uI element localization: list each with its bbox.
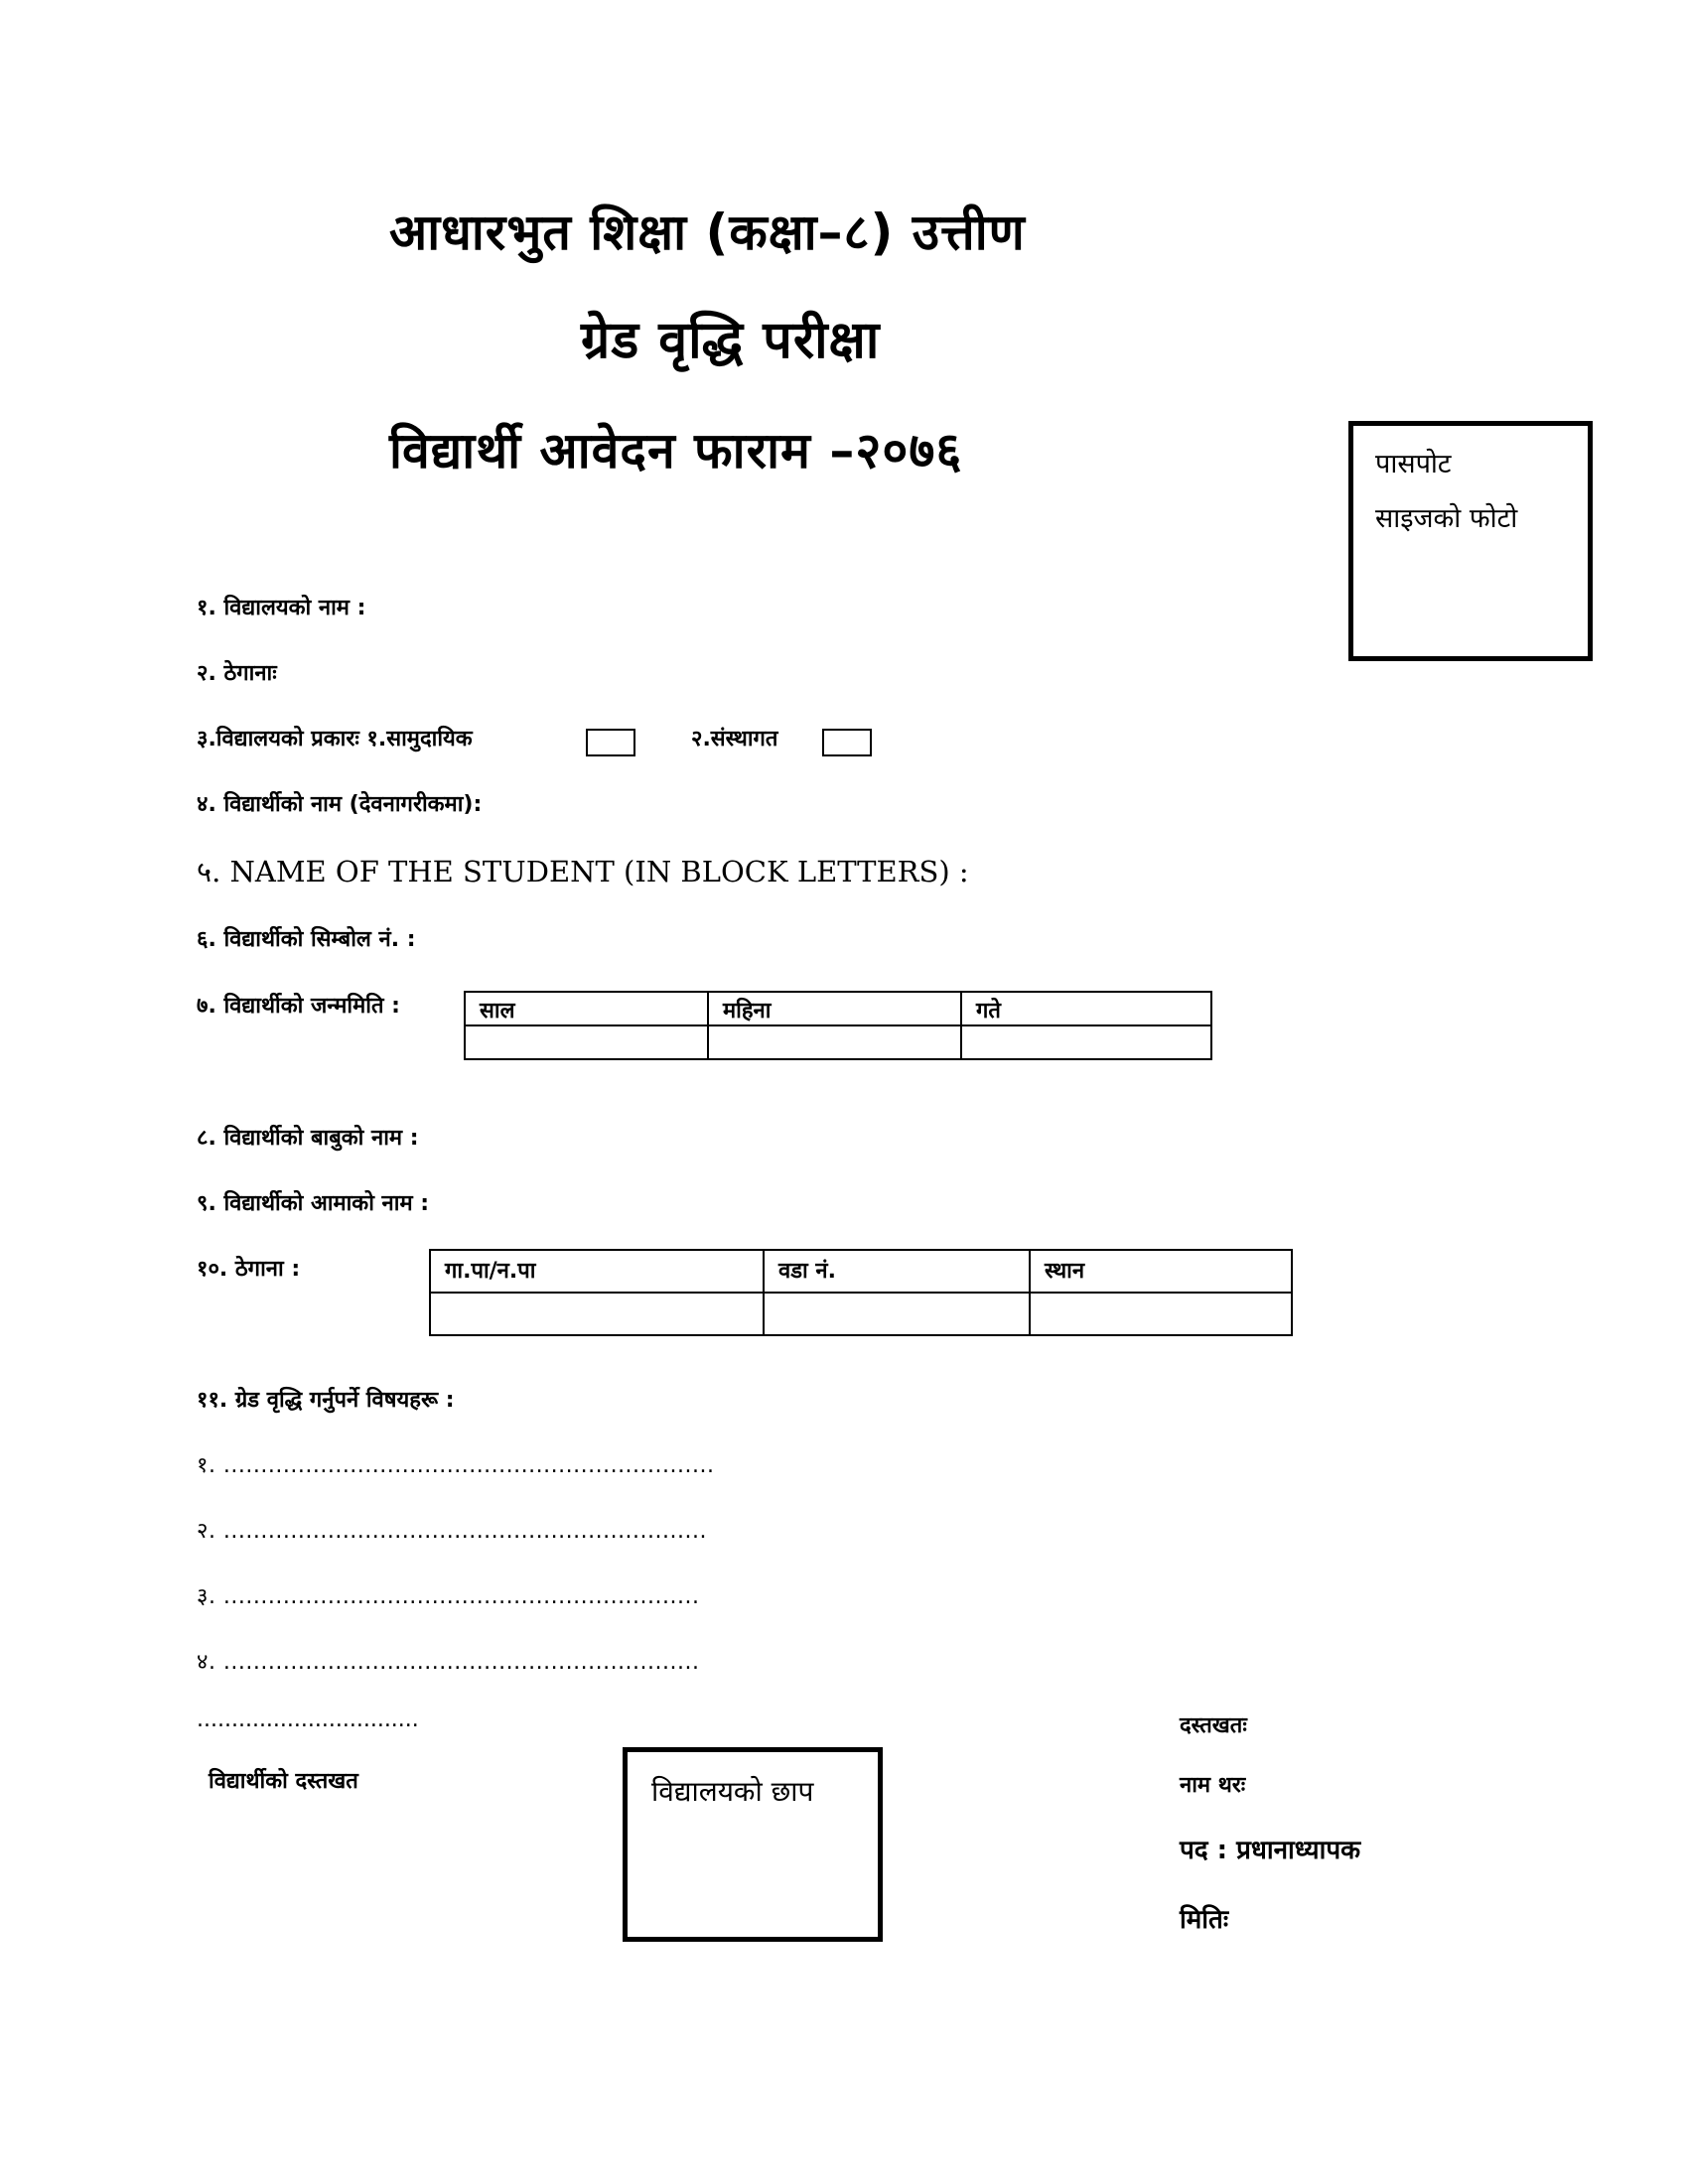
form-title-line2: ग्रेड वृद्धि परीक्षा [581,311,881,370]
student-signature-line[interactable]: ................................ [197,1707,419,1732]
photo-box-label-line2: साइजको फोटो [1375,503,1518,534]
field-address: २. ठेगानाः [197,661,277,686]
subject-line-4[interactable]: ४. ................................................................ [197,1650,700,1675]
field-date-of-birth: ७. विद्यार्थीको जन्ममिति : [197,994,400,1019]
address-ward-cell[interactable] [764,1293,1030,1335]
checkbox-institutional[interactable] [822,729,872,756]
photo-box-label-line1: पासपोट [1375,449,1452,479]
field-father-name: ८. विद्यार्थीको बाबुको नाम : [197,1126,419,1151]
form-title-line1: आधारभुत शिक्षा (कक्षा–८) उत्तीण [389,204,1026,261]
field-symbol-number: ६. विद्यार्थीको सिम्बोल नं. : [197,927,416,952]
principal-signature: दस्तखतः [1180,1713,1247,1738]
address-header-place: स्थान [1030,1250,1292,1293]
field-school-name: १. विद्यालयको नाम : [197,596,366,620]
principal-date: मितिः [1180,1905,1229,1935]
address-header-ward: वडा नं. [764,1250,1030,1293]
field-permanent-address: १०. ठेगाना : [197,1257,301,1282]
field-student-name-english: ५. NAME OF THE STUDENT (IN BLOCK LETTERS) : [197,855,969,888]
field-student-name-nepali: ४. विद्यार्थीको नाम (देवनागरीकमा): [197,792,483,817]
dob-header-month: महिना [708,992,961,1025]
field-subjects-heading: ११. ग्रेड वृद्धि गर्नुपर्ने विषयहरू : [197,1388,455,1413]
address-place-cell[interactable] [1030,1293,1292,1335]
address-header-municipality: गा.पा/न.पा [430,1250,764,1293]
dob-table [464,991,1212,1060]
dob-month-cell[interactable] [708,1025,961,1059]
principal-name: नाम थरः [1180,1773,1246,1798]
subject-line-2[interactable]: २. ................................................................. [197,1519,707,1544]
principal-post: पद : प्रधानाध्यापक [1180,1836,1361,1865]
dob-header-year: साल [465,992,708,1025]
checkbox-community[interactable] [586,729,635,756]
subject-line-1[interactable]: १. .................................................................. [197,1453,715,1478]
form-title-line3: विद्यार्थी आवेदन फाराम –२०७६ [389,422,963,479]
school-stamp-label: विद्यालयको छाप [651,1775,814,1808]
dob-day-cell[interactable] [961,1025,1211,1059]
student-signature-label: विद्यार्थीको दस्तखत [209,1769,358,1794]
field-school-type: ३.विद्यालयको प्रकारः १.सामुदायिक [197,727,473,751]
dob-header-day: गते [961,992,1211,1025]
passport-photo-box [1348,421,1593,661]
address-table [429,1249,1293,1336]
address-municipality-cell[interactable] [430,1293,764,1335]
field-school-type-institutional: २.संस्थागत [691,727,778,751]
school-stamp-box [623,1747,883,1942]
dob-year-cell[interactable] [465,1025,708,1059]
field-mother-name: ९. विद्यार्थीको आमाको नाम : [197,1191,430,1216]
subject-line-3[interactable]: ३. ................................................................ [197,1584,700,1609]
